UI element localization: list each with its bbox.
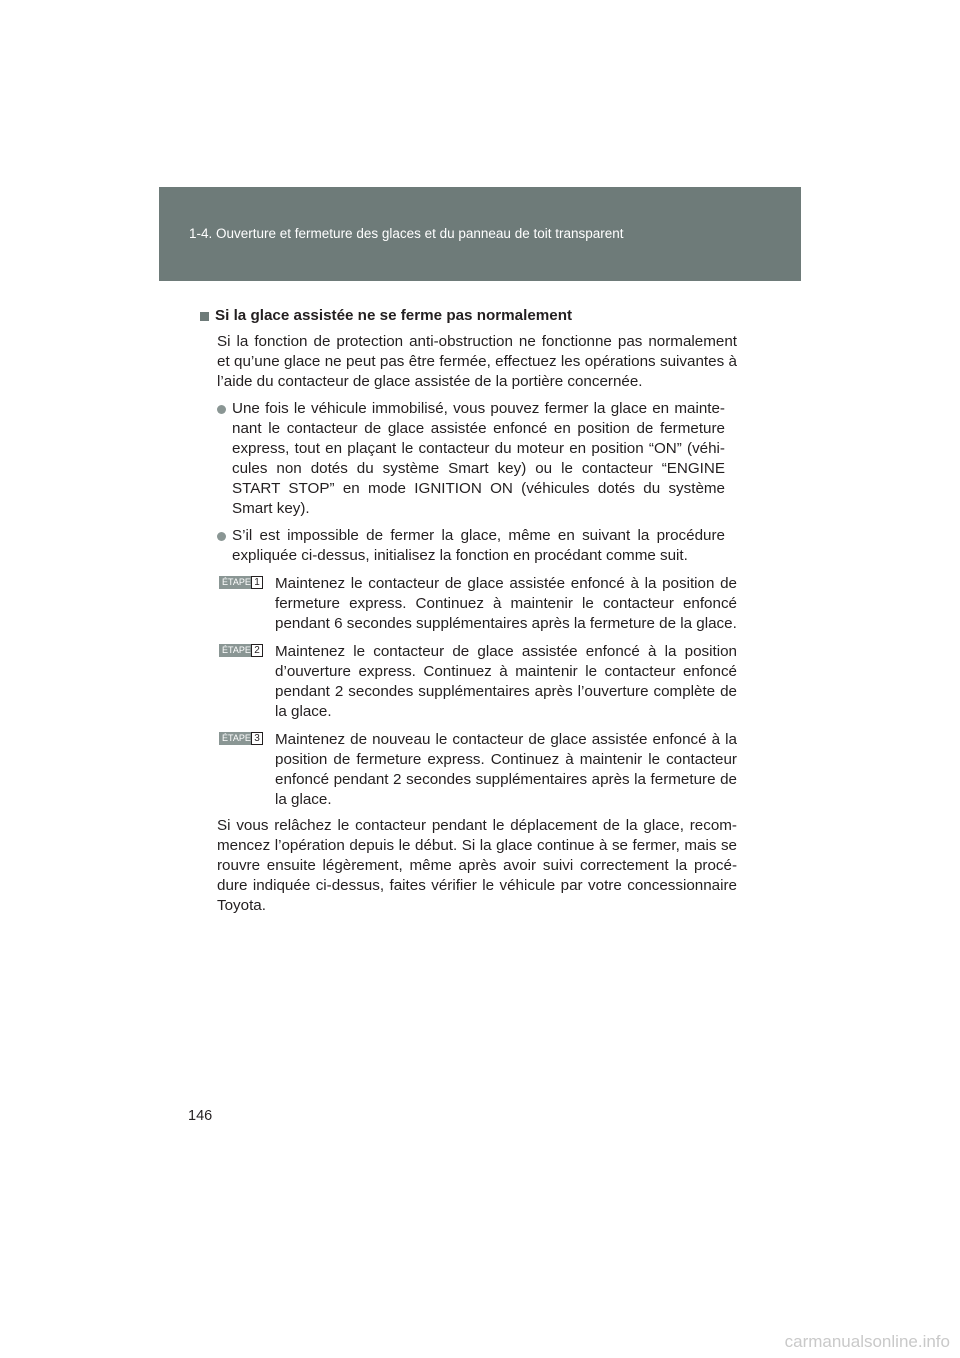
chapter-title: 1-4. Ouverture et fermeture des glaces et du panneau de toit transparent bbox=[189, 226, 624, 241]
step-badge bbox=[219, 732, 263, 745]
step-1 bbox=[219, 574, 737, 634]
square-bullet-icon bbox=[200, 312, 209, 321]
page-content bbox=[200, 306, 737, 916]
step-number: 1 bbox=[251, 576, 263, 589]
step-number: 3 bbox=[251, 732, 263, 745]
step-label: ÉTAPE bbox=[219, 644, 251, 657]
intro-paragraph: Si la fonction de protection anti-obstruction ne fonctionne pas normalement et qu’une glace ne peut pas être fermée, effectuez les opérations suivantes à l’aide du contacteur de glace assistée de la portière concernée. bbox=[217, 333, 737, 390]
closing-paragraph: Si vous relâchez le contacteur pendant le déplacement de la glace, recom-mencez l’opération depuis le début. Si la glace continue à se fermer, mais se rouvre ensuite légèrement, même après avoir suivi correctement la procé-dure indiquée ci-dessus, faites vérifier le véhicule par votre concessionnaire Toyota. bbox=[217, 817, 737, 914]
bullet-item bbox=[217, 526, 737, 566]
step-label: ÉTAPE bbox=[219, 732, 251, 745]
step-badge bbox=[219, 576, 263, 589]
circle-bullet-icon bbox=[217, 532, 226, 541]
bullet-text: Une fois le véhicule immobilisé, vous pouvez fermer la glace en mainte-nant le contacteur de glace assistée enfoncé en position de fermeture express, tout en plaçant le contacteur du moteur en position “ON” (véhi-cules non dotés du système Smart key) ou le contacteur “ENGINE START STOP” en mode IGNITION ON (véhicules dotés du système Smart key). bbox=[232, 400, 725, 517]
step-number: 2 bbox=[251, 644, 263, 657]
step-text: Maintenez le contacteur de glace assistée enfoncé à la position de fermeture express. Continuez à maintenir le contacteur enfoncé pendant 6 secondes supplémentaires après la fermeture de la glace. bbox=[275, 575, 737, 632]
step-3 bbox=[219, 730, 737, 810]
section-heading bbox=[200, 306, 737, 326]
step-text: Maintenez le contacteur de glace assistée enfoncé à la position d’ouverture express. Continuez à maintenir le contacteur enfoncé pendant 2 secondes supplémentaires après l’ouverture complète de la glace. bbox=[275, 643, 737, 720]
section-heading-text: Si la glace assistée ne se ferme pas normalement bbox=[215, 307, 573, 324]
page-number: 146 bbox=[188, 1108, 213, 1124]
step-text: Maintenez de nouveau le contacteur de glace assistée enfoncé à la position de fermeture express. Continuez à maintenir le contacteur enfoncé pendant 2 secondes supplémentaires après la fermeture de la glace. bbox=[275, 731, 737, 808]
step-badge bbox=[219, 644, 263, 657]
step-2 bbox=[219, 642, 737, 722]
chapter-header-band bbox=[159, 187, 801, 281]
circle-bullet-icon bbox=[217, 405, 226, 414]
watermark: carmanualsonline.info bbox=[784, 1332, 950, 1351]
step-label: ÉTAPE bbox=[219, 576, 251, 589]
bullet-text: S’il est impossible de fermer la glace, même en suivant la procédure expliquée ci-dessus, initialisez la fonction en procédant comme suit. bbox=[232, 527, 725, 564]
bullet-item bbox=[217, 399, 737, 519]
